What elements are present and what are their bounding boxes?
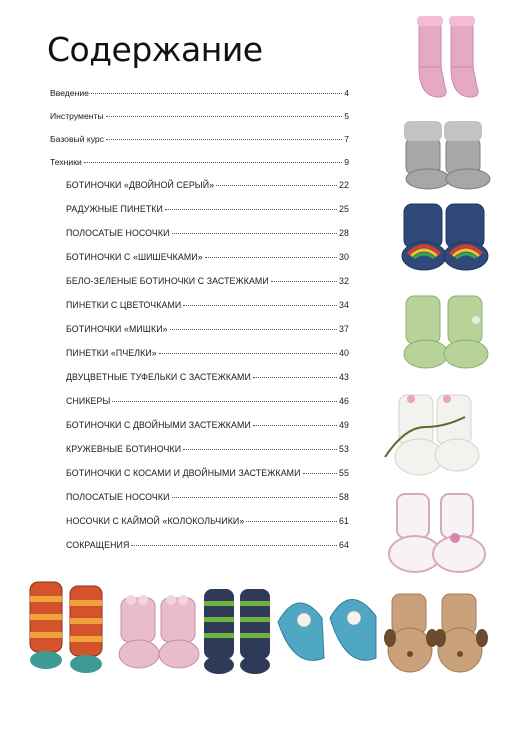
toc-item-label: ПИНЕТКИ «ПЧЕЛКИ»: [66, 348, 157, 358]
toc-item-page: 40: [339, 348, 349, 358]
toc-item-page: 55: [339, 468, 349, 478]
white-green-booties-photo: [400, 290, 500, 378]
toc-item-page: 25: [339, 204, 349, 214]
toc-project-item[interactable]: [66, 516, 349, 530]
pink-socks-photo: [405, 12, 495, 104]
toc-project-item[interactable]: [66, 180, 349, 194]
toc-project-item[interactable]: [66, 492, 349, 506]
toc-item-label: ПОЛОСАТЫЕ НОСОЧКИ: [66, 228, 170, 238]
toc-leader-dots: [216, 185, 337, 186]
toc-item-page: 30: [339, 252, 349, 262]
toc-item-label: БОТИНОЧКИ «ДВОЙНОЙ СЕРЫЙ»: [66, 180, 215, 190]
toc-item-label: СОКРАЩЕНИЯ: [66, 540, 130, 550]
bobble-booties-photo: [115, 588, 205, 674]
toc-item-label: ПИНЕТКИ С ЦВЕТОЧКАМИ: [66, 300, 182, 310]
toc-leader-dots: [165, 209, 337, 210]
toc-leader-dots: [170, 329, 337, 330]
toc-item-page: 34: [339, 300, 349, 310]
toc-item-label: БОТИНОЧКИ С ДВОЙНЫМИ ЗАСТЕЖКАМИ: [66, 420, 251, 430]
toc-project-item[interactable]: [66, 276, 349, 290]
toc-item-label: ПОЛОСАТЫЕ НОСОЧКИ: [66, 492, 170, 502]
toc-project-item[interactable]: [66, 300, 349, 314]
toc-project-item[interactable]: [66, 444, 349, 458]
toc-item-page: 9: [344, 157, 349, 167]
toc-item[interactable]: [50, 88, 349, 102]
toc-item-label: СНИКЕРЫ: [66, 396, 111, 406]
toc-item-page: 58: [339, 492, 349, 502]
rainbow-booties-photo: [400, 198, 500, 278]
toc-item-page: 46: [339, 396, 349, 406]
toc-item-label: БЕЛО-ЗЕЛЕНЫЕ БОТИНОЧКИ С ЗАСТЕЖКАМИ: [66, 276, 269, 286]
toc-leader-dots: [112, 401, 337, 402]
toc-leader-dots: [159, 353, 337, 354]
toc-item-label: ДВУЦВЕТНЫЕ ТУФЕЛЬКИ С ЗАСТЕЖКАМИ: [66, 372, 251, 382]
green-striped-socks-photo: [200, 585, 278, 677]
bear-booties-photo: [380, 590, 492, 680]
toc-item-page: 32: [339, 276, 349, 286]
toc-item-page: 53: [339, 444, 349, 454]
toc-project-item[interactable]: [66, 540, 349, 554]
toc-item-page: 7: [344, 134, 349, 144]
toc-leader-dots: [271, 281, 337, 282]
toc-project-item[interactable]: [66, 420, 349, 434]
toc-project-item[interactable]: [66, 252, 349, 266]
toc-leader-dots: [183, 449, 337, 450]
toc-leader-dots: [253, 425, 337, 426]
toc-leader-dots: [183, 305, 337, 306]
toc-item-label: Базовый курс: [50, 134, 105, 144]
toc-project-item[interactable]: [66, 372, 349, 386]
toc-item-page: 49: [339, 420, 349, 430]
toc-item-label: НОСОЧКИ С КАЙМОЙ «КОЛОКОЛЬЧИКИ»: [66, 516, 245, 526]
toc-leader-dots: [253, 377, 337, 378]
toc-leader-dots: [91, 93, 342, 94]
toc-item-label: РАДУЖНЫЕ ПИНЕТКИ: [66, 204, 163, 214]
toc-item-label: БОТИНОЧКИ «МИШКИ»: [66, 324, 168, 334]
toc-project-item[interactable]: [66, 396, 349, 410]
toc-leader-dots: [84, 162, 342, 163]
toc-leader-dots: [172, 233, 337, 234]
striped-socks-photo: [22, 578, 114, 674]
toc-item-page: 61: [339, 516, 349, 526]
toc-item-label: КРУЖЕВНЫЕ БОТИНОЧКИ: [66, 444, 182, 454]
toc-leader-dots: [131, 545, 337, 546]
toc-item-label: Техники: [50, 157, 82, 167]
toc-item-label: Введение: [50, 88, 89, 98]
toc-item-page: 64: [339, 540, 349, 550]
toc-leader-dots: [246, 521, 337, 522]
toc-item-page: 5: [344, 111, 349, 121]
toc-item[interactable]: [50, 111, 349, 125]
toc-leader-dots: [205, 257, 337, 258]
grey-booties-photo: [400, 115, 500, 195]
toc-project-item[interactable]: [66, 204, 349, 218]
toc-item-page: 22: [339, 180, 349, 190]
toc-item[interactable]: [50, 134, 349, 148]
toc-leader-dots: [172, 497, 337, 498]
toc-leader-dots: [106, 139, 342, 140]
toc-project-item[interactable]: [66, 348, 349, 362]
toc-item[interactable]: [50, 157, 349, 171]
toc-item-label: БОТИНОЧКИ С «ШИШЕЧКАМИ»: [66, 252, 203, 262]
toc-item-label: БОТИНОЧКИ С КОСАМИ И ДВОЙНЫМИ ЗАСТЕЖКАМИ: [66, 468, 301, 478]
toc-item-page: 43: [339, 372, 349, 382]
toc-item-page: 37: [339, 324, 349, 334]
toc-project-item[interactable]: [66, 468, 349, 482]
blue-button-shoes-photo: [272, 582, 384, 678]
toc-item-label: Инструменты: [50, 111, 104, 121]
toc-leader-dots: [303, 473, 337, 474]
toc-item-page: 28: [339, 228, 349, 238]
page-title: Содержание: [47, 30, 263, 69]
toc-leader-dots: [106, 116, 343, 117]
toc-project-item[interactable]: [66, 228, 349, 242]
white-pink-shoes-photo: [385, 488, 495, 580]
toc-item-page: 4: [344, 88, 349, 98]
toc-project-item[interactable]: [66, 324, 349, 338]
flower-booties-photo: [375, 385, 495, 485]
